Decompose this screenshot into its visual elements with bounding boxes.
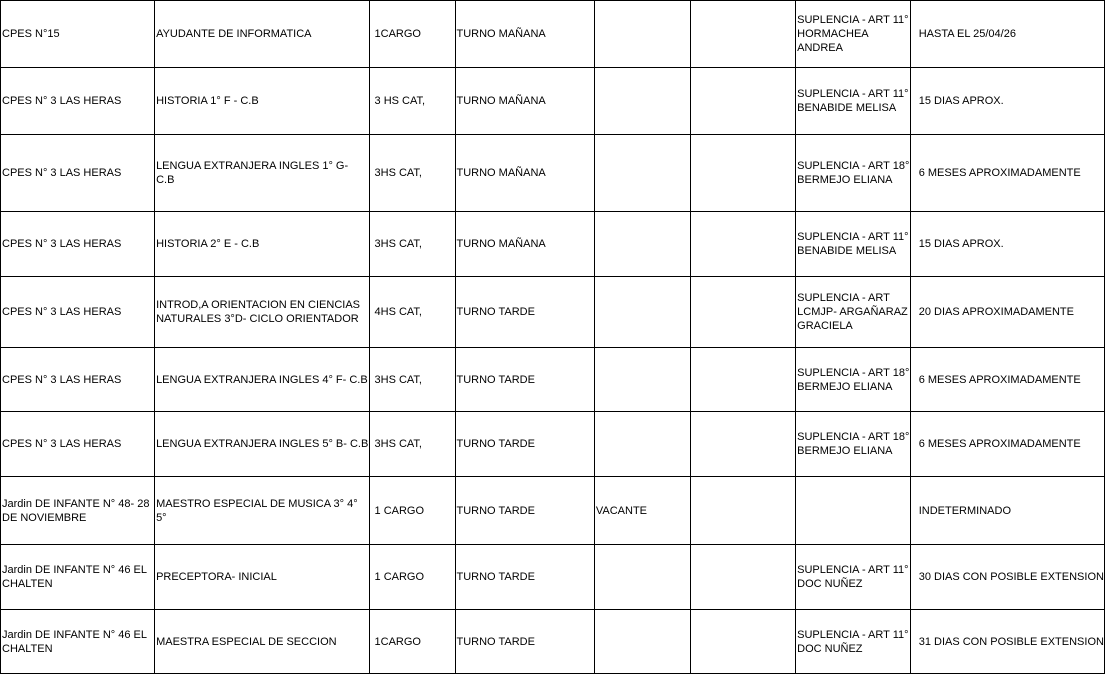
status-cell <box>594 545 691 610</box>
subject-cell: LENGUA EXTRANJERA INGLES 4° F- C.B <box>155 348 369 412</box>
substitution-cell: SUPLENCIA - ART 11° DOC NUÑEZ <box>796 610 911 674</box>
hours-cell: 3HS CAT, <box>369 135 455 212</box>
substitution-cell: SUPLENCIA - ART 18° BERMEJO ELIANA <box>796 135 911 212</box>
subject-cell: MAESTRA ESPECIAL DE SECCION <box>155 610 369 674</box>
status-cell <box>594 68 691 135</box>
empty-cell <box>691 1 796 68</box>
duration-cell: 20 DIAS APROXIMADAMENTE <box>910 277 1104 348</box>
empty-cell <box>691 277 796 348</box>
status-cell <box>594 135 691 212</box>
empty-cell <box>691 68 796 135</box>
substitution-cell: SUPLENCIA - ART 11° BENABIDE MELISA <box>796 68 911 135</box>
school-cell: Jardin DE INFANTE N° 46 EL CHALTEN <box>1 610 155 674</box>
shift-cell: TURNO TARDE <box>455 277 594 348</box>
hours-cell: 3HS CAT, <box>369 348 455 412</box>
subject-cell: PRECEPTORA- INICIAL <box>155 545 369 610</box>
table-row <box>1 135 1105 212</box>
subject-cell: HISTORIA 1° F - C.B <box>155 68 369 135</box>
school-cell: Jardin DE INFANTE N° 46 EL CHALTEN <box>1 545 155 610</box>
duration-cell: 6 MESES APROXIMADAMENTE <box>910 412 1104 477</box>
school-cell: CPES N° 3 LAS HERAS <box>1 135 155 212</box>
empty-cell <box>691 610 796 674</box>
hours-cell: 3HS CAT, <box>369 412 455 477</box>
table-row <box>1 1 1105 68</box>
duration-cell: 15 DIAS APROX. <box>910 212 1104 277</box>
table-row <box>1 477 1105 545</box>
substitution-cell: SUPLENCIA - ART LCMJP- ARGAÑARAZ GRACIELA <box>796 277 911 348</box>
substitution-cell: SUPLENCIA - ART 11° HORMACHEA ANDREA <box>796 1 911 68</box>
subject-cell: HISTORIA 2° E - C.B <box>155 212 369 277</box>
status-cell <box>594 610 691 674</box>
school-cell: CPES N° 3 LAS HERAS <box>1 68 155 135</box>
hours-cell: 3 HS CAT, <box>369 68 455 135</box>
substitution-cell: SUPLENCIA - ART 18° BERMEJO ELIANA <box>796 348 911 412</box>
subject-cell: LENGUA EXTRANJERA INGLES 1° G- C.B <box>155 135 369 212</box>
substitution-cell <box>796 477 911 545</box>
shift-cell: TURNO TARDE <box>455 545 594 610</box>
status-cell <box>594 412 691 477</box>
hours-cell: 1 CARGO <box>369 545 455 610</box>
duration-cell: INDETERMINADO <box>910 477 1104 545</box>
hours-cell: 1CARGO <box>369 610 455 674</box>
school-cell: CPES N°15 <box>1 1 155 68</box>
empty-cell <box>691 412 796 477</box>
empty-cell <box>691 348 796 412</box>
shift-cell: TURNO TARDE <box>455 477 594 545</box>
duration-cell: 6 MESES APROXIMADAMENTE <box>910 348 1104 412</box>
empty-cell <box>691 135 796 212</box>
shift-cell: TURNO TARDE <box>455 412 594 477</box>
substitution-cell: SUPLENCIA - ART 18° BERMEJO ELIANA <box>796 412 911 477</box>
empty-cell <box>691 212 796 277</box>
subject-cell: AYUDANTE DE INFORMATICA <box>155 1 369 68</box>
duration-cell: 6 MESES APROXIMADAMENTE <box>910 135 1104 212</box>
empty-cell <box>691 477 796 545</box>
school-cell: CPES N° 3 LAS HERAS <box>1 412 155 477</box>
shift-cell: TURNO MAÑANA <box>455 135 594 212</box>
subject-cell: LENGUA EXTRANJERA INGLES 5° B- C.B <box>155 412 369 477</box>
table-row <box>1 545 1105 610</box>
status-cell <box>594 1 691 68</box>
table-row <box>1 212 1105 277</box>
subject-cell: INTROD,A ORIENTACION EN CIENCIAS NATURALES 3°D- CICLO ORIENTADOR <box>155 277 369 348</box>
status-cell <box>594 277 691 348</box>
duration-cell: HASTA EL 25/04/26 <box>910 1 1104 68</box>
table-row <box>1 68 1105 135</box>
status-cell <box>594 348 691 412</box>
table-row <box>1 610 1105 674</box>
substitution-cell: SUPLENCIA - ART 11° DOC NUÑEZ <box>796 545 911 610</box>
table-row <box>1 412 1105 477</box>
status-cell <box>594 212 691 277</box>
hours-cell: 1 CARGO <box>369 477 455 545</box>
duration-cell: 15 DIAS APROX. <box>910 68 1104 135</box>
school-cell: CPES N° 3 LAS HERAS <box>1 212 155 277</box>
shift-cell: TURNO MAÑANA <box>455 68 594 135</box>
table-row <box>1 277 1105 348</box>
substitution-cell: SUPLENCIA - ART 11° BENABIDE MELISA <box>796 212 911 277</box>
duration-cell: 30 DIAS CON POSIBLE EXTENSION <box>910 545 1104 610</box>
empty-cell <box>691 545 796 610</box>
duration-cell: 31 DIAS CON POSIBLE EXTENSION <box>910 610 1104 674</box>
school-cell: Jardin DE INFANTE N° 48- 28 DE NOVIEMBRE <box>1 477 155 545</box>
school-cell: CPES N° 3 LAS HERAS <box>1 348 155 412</box>
shift-cell: TURNO TARDE <box>455 610 594 674</box>
shift-cell: TURNO MAÑANA <box>455 212 594 277</box>
hours-cell: 4HS CAT, <box>369 277 455 348</box>
hours-cell: 1CARGO <box>369 1 455 68</box>
shift-cell: TURNO TARDE <box>455 348 594 412</box>
school-cell: CPES N° 3 LAS HERAS <box>1 277 155 348</box>
status-cell: VACANTE <box>594 477 691 545</box>
shift-cell: TURNO MAÑANA <box>455 1 594 68</box>
table-row <box>1 348 1105 412</box>
subject-cell: MAESTRO ESPECIAL DE MUSICA 3° 4° 5° <box>155 477 369 545</box>
hours-cell: 3HS CAT, <box>369 212 455 277</box>
